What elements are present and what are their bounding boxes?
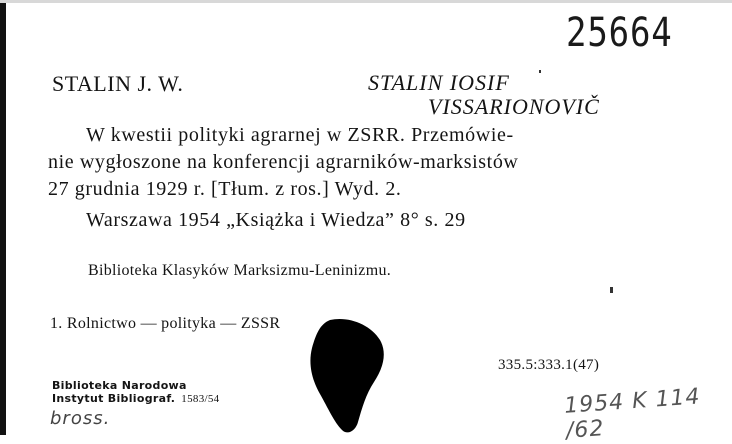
author-full <box>368 71 600 119</box>
card-top-shadow <box>0 0 732 3</box>
author-full-line1: STALIN IOSIF <box>368 70 510 95</box>
publisher-stamp <box>52 379 219 406</box>
publisher-line-1: Biblioteka Narodowa <box>52 379 187 392</box>
imprint-line: Warszawa 1954 „Książka i Wiedza” 8° s. 29 <box>86 209 466 231</box>
publisher-line-2-text: Instytut Bibliograf. <box>52 392 176 405</box>
classification-number: 335.5:333.1(47) <box>498 357 600 373</box>
description-line-3: 27 grudnia 1929 r. [Tłum. z ros.] Wyd. 2. <box>48 178 402 200</box>
speck-2 <box>610 287 613 293</box>
publisher-line-2 <box>52 392 219 406</box>
bibliographic-description <box>48 122 628 234</box>
description-line-2: nie wygłoszone na konferencji agrarników-marksistów <box>48 151 519 173</box>
author-short: STALIN J. W. <box>52 71 184 96</box>
speck-1 <box>539 70 541 73</box>
handwritten-note-left: bross. <box>50 408 111 429</box>
handwritten-note-right: 1954 K 114 /62 <box>563 384 702 444</box>
card-left-edge <box>0 0 6 435</box>
ink-blot <box>308 318 388 435</box>
subject-heading: 1. Rolnictwo — polityka — ZSSR <box>50 315 281 332</box>
catalog-number: 25664 <box>566 10 673 56</box>
publisher-ref: 1583/54 <box>181 393 220 405</box>
author-full-line2: VISSARIONOVIČ <box>428 94 600 119</box>
description-line-1: W kwestii polityki agrarnej w ZSRR. Przemówie- <box>86 124 514 146</box>
series-note: Biblioteka Klasyków Marksizmu-Leninizmu. <box>88 262 392 279</box>
